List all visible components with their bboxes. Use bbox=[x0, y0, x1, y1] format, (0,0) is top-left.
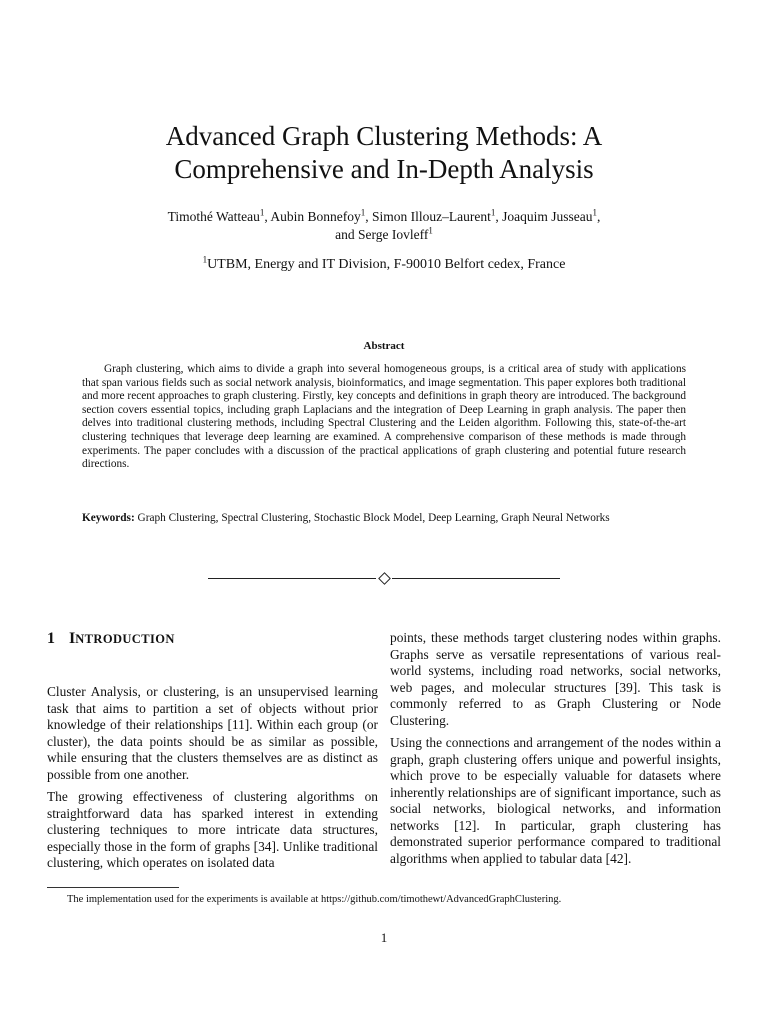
body-paragraph: points, these methods target clustering nodes within graphs. Graphs serve as versatile representations of various real-world systems, including road networks, social networks, web pages, and molecular structures [39]. This task is commonly referred to as Graph Clustering or Node Clustering. bbox=[390, 630, 721, 728]
author-list bbox=[84, 208, 684, 244]
section-heading bbox=[47, 630, 175, 648]
footnote: The implementation used for the experiments is available at https://github.com/timothewt/AdvancedGraphClustering. bbox=[67, 894, 562, 905]
paper-title bbox=[84, 120, 684, 186]
keywords-label: Keywords: bbox=[82, 512, 135, 524]
abstract-heading: Abstract bbox=[363, 340, 405, 352]
author-separator: , bbox=[264, 209, 271, 224]
section-separator bbox=[208, 573, 560, 585]
keywords-text: Graph Clustering, Spectral Clustering, Stochastic Block Model, Deep Learning, Graph Neural Networks bbox=[137, 512, 610, 524]
author-separator: , bbox=[495, 209, 503, 224]
diamond-icon bbox=[378, 572, 391, 585]
right-column bbox=[390, 630, 721, 873]
author-name: Simon Illouz–Laurent bbox=[372, 209, 491, 224]
separator-line-left bbox=[208, 578, 376, 579]
body-paragraph: The growing effectiveness of clustering algorithms on straightforward data has sparked interest in extending clustering techniques to more intricate data structures, especially those in the form of graphs [34]. Unlike traditional clustering, which operates on isolated data bbox=[47, 789, 378, 870]
author-affiliation-mark: 1 bbox=[428, 225, 433, 236]
abstract-text: Graph clustering, which aims to divide a graph into several homogeneous groups, is a critical area of study with applications that span various fields such as social network analysis, bioinformatics, and image segmentation. This paper explores both traditional and more recent approaches to graph clustering. Firstly, key concepts and definitions in graph theory are introduced. The background section covers essential topics, including graph Laplacians and the integration of Deep Learning in graph analysis. The paper then delves into traditional clustering methods, including Spectral Clustering and the Leiden algorithm. Following this, state-of-the-art clustering techniques that leverage deep learning are examined. A comprehensive comparison of these methods is made through experiments. The paper concludes with a discussion of the practical applications of graph clustering and potential future research directions. bbox=[82, 363, 686, 471]
footnote-rule bbox=[47, 887, 179, 888]
section-number: 1 bbox=[47, 630, 55, 647]
author-name: Timothé Watteau bbox=[167, 209, 260, 224]
page-number: 1 bbox=[380, 930, 388, 945]
affiliation bbox=[84, 256, 684, 274]
author-name: Aubin Bonnefoy bbox=[270, 209, 361, 224]
keywords bbox=[82, 511, 686, 525]
author-name: Joaquim Jusseau bbox=[502, 209, 593, 224]
body-paragraph: Using the connections and arrangement of the nodes within a graph, graph clustering offers unique and powerful insights, which prove to be especially valuable for datasets where inherently relationships are of significant importance, such as social networks, biological networks, and information networks [12]. In particular, graph clustering has demonstrated superior performance compared to traditional algorithms when applied to tabular data [42]. bbox=[390, 735, 721, 866]
affiliation-text: UTBM, Energy and IT Division, F-90010 Belfort cedex, France bbox=[207, 257, 566, 272]
section-title-rest: NTRODUCTION bbox=[75, 632, 175, 646]
left-column bbox=[47, 684, 378, 878]
body-paragraph: Cluster Analysis, or clustering, is an unsupervised learning task that aims to partition a set of objects without prior knowledge of their relationships [11]. Within each group (or cluster), the data points should be as similar as possible, while ensuring that the clusters themselves are as distinct as possible from one another. bbox=[47, 684, 378, 782]
author-affiliation-mark: 1 bbox=[592, 207, 598, 218]
author-name: and Serge Iovleff bbox=[335, 227, 429, 242]
author-separator: , bbox=[597, 209, 601, 224]
author-affiliation-mark: 1 bbox=[259, 207, 265, 218]
affiliation-mark: 1 bbox=[202, 254, 208, 265]
section-title-initial: I bbox=[69, 630, 76, 647]
author-affiliation-mark: 1 bbox=[360, 207, 366, 218]
author-separator: , bbox=[365, 209, 373, 224]
author-affiliation-mark: 1 bbox=[490, 207, 496, 218]
title-line-2: Comprehensive and In-Depth Analysis bbox=[174, 154, 594, 184]
title-line-1: Advanced Graph Clustering Methods: A bbox=[165, 121, 603, 151]
separator-line-right bbox=[392, 578, 560, 579]
